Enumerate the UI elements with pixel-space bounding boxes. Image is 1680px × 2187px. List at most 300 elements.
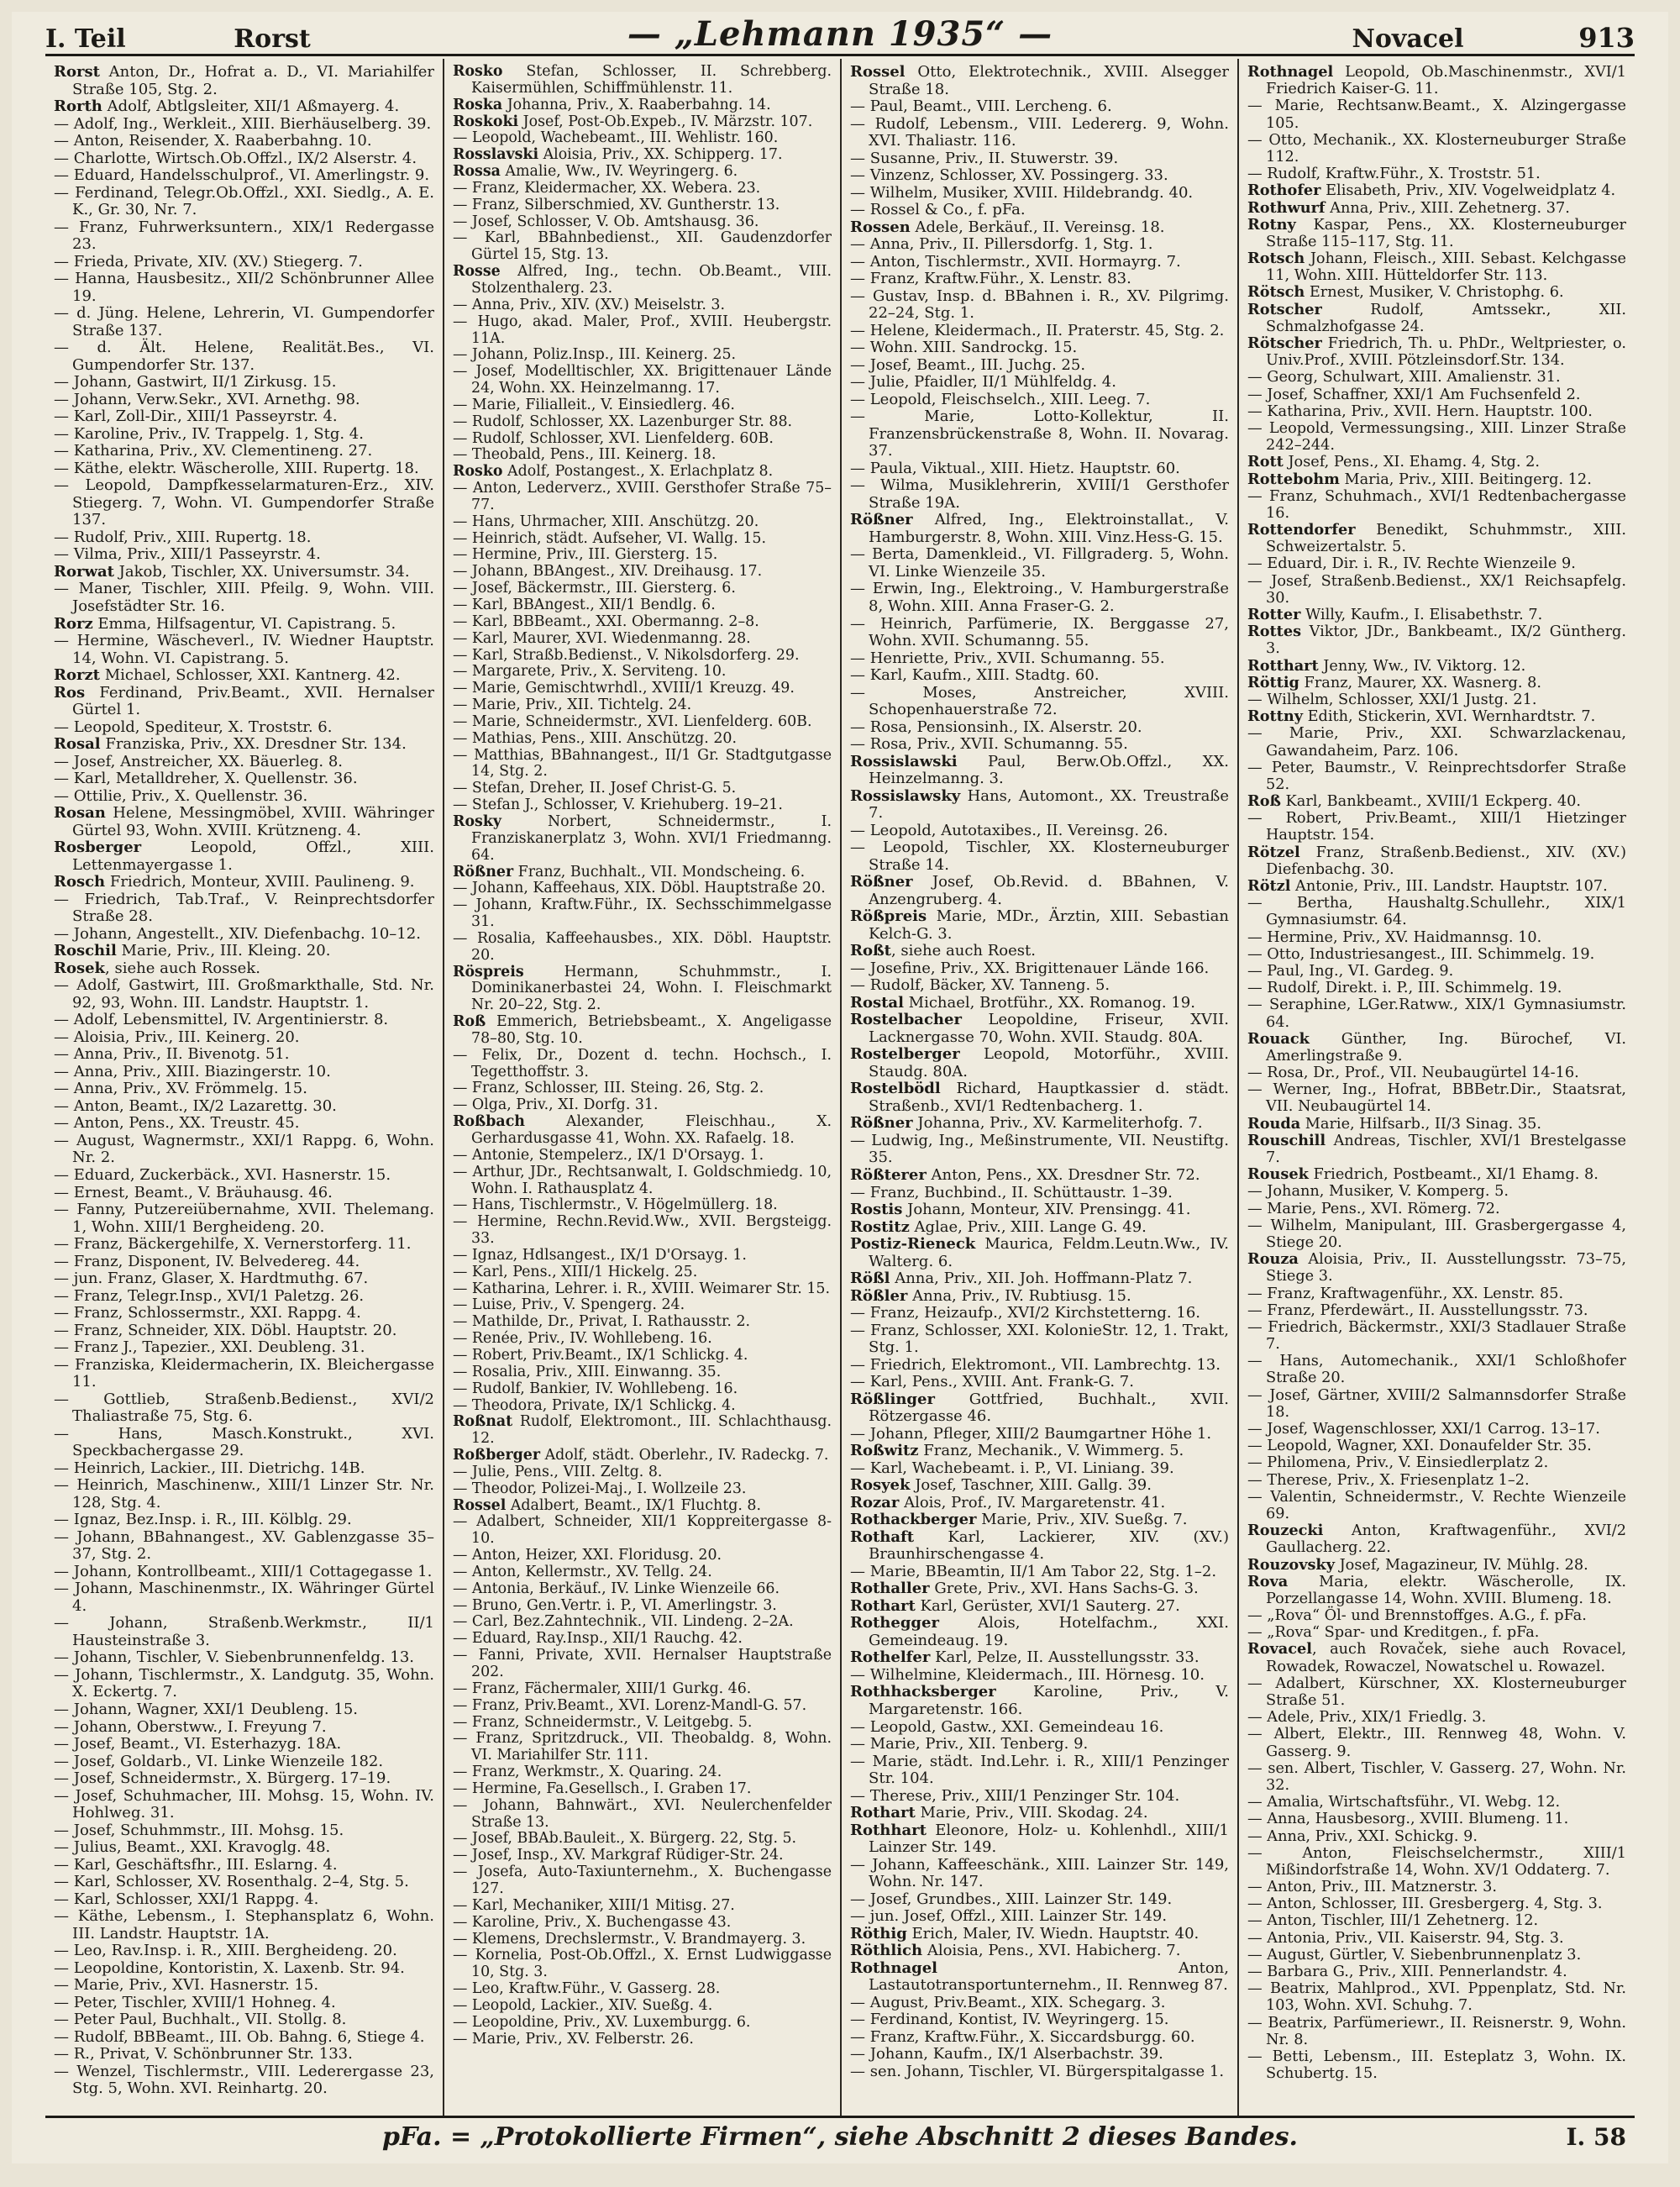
entry-surname: Rötzl (1247, 877, 1291, 895)
directory-entry (1247, 217, 1626, 250)
entry-details: — Josef, Bäckermstr., III. Giersterg. 6. (453, 580, 736, 597)
directory-entry (453, 414, 832, 431)
entry-details: — Erwin, Ing., Elektroing., V. Hamburgerstraße 8, Wohn. XIII. Anna Fraser-G. 2. (850, 580, 1229, 615)
directory-entry (54, 1305, 434, 1322)
entry-details: — Anna, Priv., XV. Frömmelg. 15. (54, 1080, 307, 1098)
entry-surname: Roskoki (453, 113, 519, 130)
entry-details: Josef, Taschner, XIII. Gallg. 39. (910, 1476, 1152, 1495)
entry-details: Benedikt, Schuhmmstr., XIII. Schweizertalstr. 5. (1266, 522, 1626, 556)
entry-surname: Rothnagel (1247, 63, 1334, 81)
directory-entry (453, 114, 832, 131)
directory-entry (850, 357, 1229, 375)
directory-entry (850, 1115, 1229, 1133)
entry-details: — Friedrich, Tab.Traf., V. Reinprechtsdorfer Straße 28. (54, 890, 434, 926)
directory-entry (850, 1080, 1229, 1115)
directory-entry (1247, 488, 1626, 522)
entry-details: — d. Ält. Helene, Realität.Bes., VI. Gumpendorfer Str. 137. (54, 339, 434, 374)
entry-surname: Röthlich (850, 1942, 923, 1960)
directory-entry (1247, 403, 1626, 420)
entry-details: — jun. Franz, Glaser, X. Hardtmuthg. 67. (54, 1270, 369, 1288)
entry-surname: Postiz-Rieneck (850, 1235, 976, 1254)
directory-entry (54, 581, 434, 615)
directory-entry (850, 271, 1229, 288)
directory-entry (850, 1167, 1229, 1185)
directory-entry (453, 1798, 832, 1832)
entry-details: — Franz, Kraftw.Führ., X. Lenstr. 83. (850, 270, 1131, 288)
directory-entry (850, 2029, 1229, 2047)
entry-details: Alfred, Ing., Elektroinstallat., V. Hamburgerstr. 8, Wohn. XIII. Vinz.Hess-G. 15. (869, 511, 1229, 546)
directory-entry (54, 339, 434, 374)
directory-entry (850, 150, 1229, 168)
directory-entry (453, 781, 832, 797)
entry-details: — Marie, städt. Ind.Lehr. i. R., XIII/1 Penzinger Str. 104. (850, 1752, 1229, 1788)
directory-entry (453, 897, 832, 931)
directory-entry (453, 264, 832, 297)
directory-entry (1247, 658, 1626, 675)
entry-details: — Hans, Automechanik., XXI/1 Schloßhofer Straße 20. (1247, 1353, 1626, 1387)
entry-details: Jenny, Ww., IV. Viktorg. 12. (1318, 657, 1526, 675)
entry-surname: Rosek (54, 959, 106, 977)
entry-surname: Rotsch (1247, 250, 1305, 268)
entry-details: — Johann, Musiker, V. Komperg. 5. (1247, 1183, 1509, 1201)
entry-details: — Anton, Reisender, X. Raaberbahng. 10. (54, 132, 372, 150)
entry-details: — Leopold, Fleischselch., XIII. Leeg. 7. (850, 390, 1151, 408)
entry-details: Johann, Fleisch., XIII. Sebast. Kelchgasse 11, Wohn. XIII. Hütteldorfer Str. 113. (1266, 250, 1626, 285)
entry-details: Franz, Buchhalt., VII. Mondscheing. 6. (513, 863, 806, 881)
directory-entry (453, 1314, 832, 1331)
directory-entry (453, 481, 832, 514)
entry-surname: Rouschill (1247, 1131, 1326, 1149)
entry-details: — Rosa, Pensionsinh., IX. Alserstr. 20. (850, 718, 1142, 736)
column-1 (45, 59, 443, 2117)
entry-details: — Marie, Rechtsanw.Beamt., X. Alzingergasse 105. (1247, 97, 1626, 132)
directory-entry (1247, 1302, 1626, 1319)
entry-details: — Bruno, Gen.Vertr. i. P., VI. Amerlingstr. 3. (453, 1596, 777, 1614)
entry-surname: Rouza (1247, 1250, 1299, 1269)
entry-details: — Renée, Priv., IV. Wohllebeng. 16. (453, 1330, 712, 1348)
directory-entry (54, 1770, 434, 1788)
directory-entry (1247, 980, 1626, 996)
directory-entry (850, 460, 1229, 478)
entry-surname: Rostelberger (850, 1045, 960, 1064)
directory-entry (453, 181, 832, 197)
entry-details: Helene, Messingmöbel, XVIII. Währinger Gürtel 93, Wohn. XVIII. Krützneng. 4. (72, 804, 434, 839)
directory-entry (850, 512, 1229, 546)
entry-surname: Rosko (453, 63, 503, 80)
directory-entry (1247, 1709, 1626, 1726)
directory-entry (850, 1908, 1229, 1926)
directory-entry (1247, 471, 1626, 488)
entry-details: Amalie, Ww., IV. Weyringerg. 6. (500, 163, 738, 181)
entry-details: Rudolf, Elektromont., III. Schlachthausg. 12. (471, 1413, 832, 1448)
entry-details: — Leopold, Autotaxibes., II. Vereinsg. 26. (850, 821, 1168, 839)
entry-details: — Anna, Hausbesorg., XVIII. Blumeng. 11. (1247, 1811, 1569, 1828)
entry-details: Karl, Bankbeamt., XVIII/1 Eckperg. 40. (1280, 793, 1582, 811)
directory-entry (54, 788, 434, 806)
entry-details: — Seraphine, LGer.Ratww., XIX/1 Gymnasiumstr. 64. (1247, 996, 1626, 1031)
directory-entry (850, 1719, 1229, 1737)
directory-entry (54, 185, 434, 219)
entry-details: — Franziska, Kleidermacherin, IX. Bleichergasse 11. (54, 1355, 434, 1391)
directory-entry (1247, 708, 1626, 725)
directory-entry (54, 477, 434, 529)
entry-details: — Adele, Priv., XIX/1 Friedlg. 3. (1247, 1709, 1487, 1727)
directory-entry (850, 1960, 1229, 1995)
directory-entry (54, 719, 434, 737)
directory-entry (453, 1848, 832, 1864)
entry-details: — Karl, BBBeamt., XXI. Obermanng. 2–8. (453, 612, 759, 630)
entry-details: Marie, Priv., VIII. Skodag. 24. (915, 1804, 1148, 1822)
directory-entry (453, 1114, 832, 1148)
entry-details: — Rudolf, Schlosser, XX. Lazenburger Str. 88. (453, 413, 793, 430)
entry-details: — Frieda, Private, XIV. (XV.) Stiegerg. 7. (54, 252, 363, 271)
directory-entry (850, 339, 1229, 357)
directory-entry (54, 2063, 434, 2098)
directory-entry (453, 1097, 832, 1114)
directory-entry (54, 943, 434, 960)
directory-entry (54, 685, 434, 719)
entry-details: — Franz, Kraftw.Führ., X. Siccardsburgg. 60. (850, 2027, 1195, 2046)
entry-details: Franz, Mechanik., V. Wimmerg. 5. (918, 1442, 1184, 1460)
directory-entry (453, 714, 832, 731)
directory-entry (1247, 1574, 1626, 1607)
entry-details: — Marie, Filialleit., V. Einsiedlerg. 46. (453, 396, 735, 413)
entry-details: — Hermine, Wäscheverl., IV. Wiedner Hauptstr. 14, Wohn. VI. Capistrang. 5. (54, 632, 434, 667)
entry-details: — Fanny, Putzereiübernahme, XVII. Thelemang. 1, Wohn. XIII/1 Bergheideng. 20. (54, 1201, 434, 1236)
entry-surname: Rott (1247, 453, 1284, 471)
directory-entry (54, 460, 434, 478)
entry-details: — Therese, Priv., XIII/1 Penzinger Str. 104. (850, 1786, 1180, 1805)
entry-details: Ernest, Musiker, V. Christophg. 6. (1305, 284, 1564, 302)
entry-details: — Johann, Poliz.Insp., III. Keinerg. 25. (453, 346, 737, 364)
entry-surname: Rosberger (54, 839, 142, 857)
entry-details: — Wilhelm, Schlosser, XXI/1 Justg. 21. (1247, 691, 1537, 708)
directory-entry (453, 1731, 832, 1764)
directory-entry (850, 167, 1229, 185)
directory-entry (54, 1477, 434, 1511)
entry-details: — Josef, BBAb.Bauleit., X. Bürgerg. 22, Stg. 5. (453, 1830, 797, 1848)
entry-details: — Anton, Pens., XX. Treustr. 45. (54, 1114, 300, 1133)
entry-details: Franz, Straßenb.Bedienst., XIV. (XV.) Diefenbachg. 30. (1266, 844, 1626, 878)
entry-details: Friedrich, Monteur, XVIII. Paulineng. 9. (105, 873, 415, 891)
directory-entry (54, 443, 434, 460)
entry-details: Adolf, städt. Oberlehr., IV. Radeckg. 7. (540, 1447, 829, 1464)
entry-details: — Rossel & Co., f. pFa. (850, 201, 1026, 219)
directory-entry (850, 1598, 1229, 1616)
entry-surname: Rossel (850, 63, 906, 81)
entry-details: — Wohn. XIII. Sandrockg. 15. (850, 339, 1078, 357)
entry-details: — Karl, Schlosser, XXI/1 Rappg. 4. (54, 1890, 319, 1908)
entry-details: , siehe auch Roest. (890, 942, 1036, 960)
entry-details: — Johann, Kraftw.Führ., IX. Sechsschimmelgasse 31. (453, 896, 832, 931)
directory-entry (1247, 1760, 1626, 1794)
directory-entry (54, 1098, 434, 1116)
directory-entry (453, 597, 832, 614)
entry-details: Marie, Hilfsarb., II/3 Sinag. 35. (1300, 1115, 1542, 1133)
entry-details: — Franz, Buchbind., II. Schüttaustr. 1–39. (850, 1183, 1173, 1201)
directory-entry (453, 881, 832, 897)
entry-details: — Hugo, akad. Maler, Prof., XVIII. Heubergstr. 11A. (453, 313, 832, 347)
entry-surname: Rothhacksberger (850, 1683, 996, 1701)
directory-entry (54, 839, 434, 874)
entry-surname: Rossen (850, 218, 911, 236)
directory-entry (54, 2046, 434, 2063)
directory-entry (453, 1381, 832, 1398)
directory-entry (54, 1167, 434, 1185)
directory-entry (54, 1736, 434, 1753)
directory-entry (1247, 929, 1626, 946)
entry-details: Alois, Prof., IV. Margaretenstr. 41. (899, 1493, 1166, 1511)
entry-details: — Eduard, Zuckerbäck., XVI. Hasnerstr. 15. (54, 1166, 391, 1184)
directory-entry (54, 1649, 434, 1667)
entry-surname: Rossislawsky (850, 786, 961, 805)
entry-details: — Heinrich, Lackier., III. Dietrichg. 14B. (54, 1459, 365, 1477)
entry-surname: Rothelfer (850, 1648, 931, 1667)
column-2 (443, 59, 840, 2117)
directory-entry (1247, 166, 1626, 182)
entry-details: Adolf, Abtlgsleiter, XII/1 Aßmayerg. 4. (102, 97, 400, 116)
directory-entry (850, 667, 1229, 685)
entry-details: — Olga, Priv., XI. Dorfg. 31. (453, 1096, 659, 1114)
directory-entry (1247, 1133, 1626, 1166)
entry-details: Elisabeth, Priv., XIV. Vogelweidplatz 4. (1320, 182, 1616, 200)
entry-details: — Josef, Beamt., III. Juchg. 25. (850, 355, 1086, 374)
entry-details: — Käthe, Lebensm., I. Stephansplatz 6, Wohn. III. Landstr. Hauptstr. 1A. (54, 1907, 434, 1943)
entry-details: — Adalbert, Kürschner, XX. Klosterneuburger Straße 51. (1247, 1674, 1626, 1709)
entry-details: — Franz, Spritzdruck., VII. Theobaldg. 8, Wohn. VI. Mariahilfer Str. 111. (453, 1730, 832, 1764)
directory-entry (1247, 1116, 1626, 1133)
directory-entry (1247, 963, 1626, 980)
directory-entry (1247, 675, 1626, 691)
entry-details: — d. Jüng. Helene, Lehrerin, VI. Gumpendorfer Straße 137. (54, 304, 434, 339)
entry-details: — August, Gürtler, V. Siebenbrunnenplatz 3. (1247, 1946, 1582, 1964)
entry-details: — Karoline, Priv., IV. Trappelg. 1, Stg. 4. (54, 424, 364, 443)
directory-entry (54, 150, 434, 168)
entry-details: — Anna, Priv., XXI. Schickg. 9. (1247, 1827, 1478, 1845)
entry-surname: Rothaller (850, 1580, 930, 1598)
directory-entry (1247, 760, 1626, 793)
directory-entry (850, 1133, 1229, 1167)
entry-details: — Josef, Beamt., VI. Esterhazyg. 18A. (54, 1735, 342, 1753)
directory-entry (453, 1864, 832, 1898)
entry-surname: Rossislawski (850, 752, 958, 770)
directory-entry (850, 995, 1229, 1012)
entry-surname: Rottendorfer (1247, 521, 1356, 539)
directory-entry (850, 581, 1229, 615)
entry-details: — Franz, Pferdewärt., II. Ausstellungsstr. 73. (1247, 1301, 1588, 1319)
entry-details: Michael, Brotführ., XX. Romanog. 19. (903, 993, 1195, 1012)
entry-details: — Maner, Tischler, XIII. Pfeilg. 9, Wohn. VIII. Josefstädter Str. 16. (54, 580, 434, 615)
entry-surname: Rostitz (850, 1217, 910, 1236)
entry-details: — Rudolf, Direkt. i. P., III. Schimmelg. 19. (1247, 980, 1562, 997)
entry-details: — Johann, Pfleger, XIII/2 Baumgartner Höhe 1. (850, 1424, 1212, 1443)
directory-entry (1247, 1947, 1626, 1964)
entry-surname: Rößner (850, 873, 913, 891)
right-catchword: Novacel (1352, 24, 1464, 54)
directory-entry (850, 1270, 1229, 1288)
directory-entry (850, 1357, 1229, 1375)
directory-entry (850, 874, 1229, 908)
directory-entry (54, 116, 434, 134)
entry-surname: Rößner (850, 511, 913, 529)
entry-details: Leopold, Ob.Maschinenmstr., XVI/1 Friedrich Kaiser-G. 11. (1266, 64, 1626, 98)
entry-surname: Rovacel (1247, 1640, 1312, 1659)
entry-surname: Rotthart (1247, 656, 1319, 675)
directory-entry (850, 1511, 1229, 1529)
directory-entry (54, 1236, 434, 1254)
entry-surname: Rozar (850, 1493, 900, 1511)
directory-entry (850, 408, 1229, 460)
entry-details: — Beatrix, Parfümeriewr., II. Reisnerstr. 9, Wohn. Nr. 8. (1247, 2014, 1626, 2048)
directory-entry (453, 1581, 832, 1598)
entry-details: — Otto, Mechanik., XX. Klosterneuburger Straße 112. (1247, 131, 1626, 166)
entry-details: — Julius, Beamt., XXI. Kravoglg. 48. (54, 1838, 331, 1857)
directory-entry (453, 147, 832, 164)
entry-details: — Franz, Kraftwagenführ., XX. Lenstr. 85. (1247, 1285, 1564, 1302)
entry-details: — Anton, Tischlermstr., XVII. Hormayrg. 7. (850, 252, 1181, 271)
entry-details: — Leo, Rav.Insp. i. R., XIII. Bergheideng. 20. (54, 1942, 397, 1960)
entry-details: — Luise, Priv., V. Spengerg. 24. (453, 1296, 685, 1314)
entry-details: — Marie, Priv., XVI. Hasnerstr. 15. (54, 1976, 319, 1995)
directory-entry (453, 431, 832, 448)
directory-entry (1247, 1726, 1626, 1759)
entry-details: — Josef, Gärtner, XVIII/2 Salmannsdorfer Straße 18. (1247, 1386, 1626, 1421)
directory-entry (850, 374, 1229, 392)
entry-details: — Hans, Tischlermstr., V. Högelmüllerg. 18. (453, 1196, 778, 1214)
directory-entry (1247, 1557, 1626, 1574)
directory-entry (850, 1736, 1229, 1753)
directory-entry (1247, 1828, 1626, 1845)
entry-details: — Eduard, Handelsschulprof., VI. Amerlingstr. 9. (54, 166, 430, 185)
entry-surname: Rothaft (850, 1527, 915, 1546)
directory-entry (1247, 1081, 1626, 1115)
entry-surname: Roska (453, 96, 503, 113)
entry-details: — „Rova“ Öl- und Brennstoffges. A.G., f. pFa. (1247, 1607, 1587, 1625)
entry-details: — Leopold, Wagner, XXI. Donaufelder Str. 35. (1247, 1438, 1592, 1455)
directory-entry (54, 133, 434, 150)
directory-entry (1247, 1183, 1626, 1200)
directory-entry (850, 116, 1229, 150)
directory-entry (54, 1977, 434, 1995)
entry-details: Michael, Schlosser, XXI. Kantnerg. 42. (99, 666, 401, 685)
directory-entry (453, 797, 832, 814)
entry-details: Franz, Maurer, XX. Wasnerg. 8. (1299, 674, 1541, 691)
directory-entry (54, 1357, 434, 1391)
directory-entry (1247, 1201, 1626, 1217)
entry-details: — Johann, Kontrollbeamt., XIII/1 Cottagegasse 1. (54, 1562, 433, 1580)
page-header (45, 14, 1635, 56)
entry-details: Karl, Gerüster, XVI/1 Sauterg. 27. (915, 1596, 1180, 1615)
directory-entry (1247, 1489, 1626, 1522)
entry-details: — Karl, Kaufm., XIII. Stadtg. 60. (850, 666, 1100, 685)
entry-details: Erich, Maler, IV. Wiedn. Hauptstr. 40. (906, 1924, 1200, 1943)
entry-details: Friedrich, Postbeamt., XI/1 Ehamg. 8. (1308, 1166, 1599, 1184)
entry-surname: Rotter (1247, 606, 1301, 623)
directory-entry (850, 254, 1229, 271)
entry-details: — Johann, Wagner, XXI/1 Deubleng. 15. (54, 1700, 359, 1718)
entry-details: — Marie, Priv., XII. Tichtelg. 24. (453, 697, 692, 714)
entry-details: Josef, Magazineur, IV. Mühlg. 28. (1334, 1556, 1588, 1574)
entry-details: — Franz, Fächermaler, XIII/1 Gurkg. 46. (453, 1680, 752, 1697)
entry-details: — Karl, Zoll-Dir., XIII/1 Passeyrstr. 4. (54, 407, 338, 426)
directory-entry (1247, 369, 1626, 386)
directory-entry (453, 1248, 832, 1264)
entry-details: — Josef, Grundbes., XIII. Lainzer Str. 149. (850, 1890, 1173, 1908)
entry-details: — Heinrich, städt. Aufseher, VI. Wallg. 15. (453, 529, 767, 547)
entry-details: — Marie, Priv., XV. Felberstr. 26. (453, 2030, 694, 2048)
entry-details: — Bertha, Haushaltg.Schullehr., XIX/1 Gymnasiumstr. 64. (1247, 895, 1626, 929)
entry-surname: Rothart (850, 1596, 916, 1615)
entry-details: — Gustav, Insp. d. BBahnen i. R., XV. Pilgrimg. 22–24, Stg. 1. (850, 287, 1229, 323)
entry-details: Josef, Pens., XI. Ehamg. 4, Stg. 2. (1283, 454, 1540, 471)
entry-details: — Anna, Priv., XIII. Biazingerstr. 10. (54, 1062, 331, 1080)
entry-details: Adele, Berkäuf., II. Vereinsg. 18. (910, 218, 1165, 236)
entry-details: — Karl, Schlosser, XV. Rosenthalg. 2–4, Stg. 5. (54, 1873, 409, 1891)
directory-entry (850, 1805, 1229, 1822)
entry-details: Anton, Dr., Hofrat a. D., VI. Mariahilfer Straße 105, Stg. 2. (72, 63, 434, 98)
directory-entry (453, 1448, 832, 1464)
entry-surname: Röspreis (453, 963, 524, 980)
directory-entry (453, 531, 832, 548)
directory-entry (453, 1932, 832, 1948)
directory-entry (453, 697, 832, 714)
entry-details: Karl, Lackierer, XIV. (XV.) Braunhirschengasse 4. (869, 1527, 1229, 1564)
directory-entry (850, 1288, 1229, 1306)
entry-details: — Anton, Tischler, III/1 Zehetnerg. 12. (1247, 1912, 1539, 1930)
directory-entry (54, 1133, 434, 1167)
entry-details: Adolf, Postangest., X. Erlachplatz 8. (502, 463, 774, 481)
directory-entry (453, 614, 832, 631)
entry-details: — Eduard, Dir. i. R., IV. Rechte Wienzeile 9. (1247, 555, 1576, 573)
entry-surname: Rößlinger (850, 1390, 935, 1408)
directory-entry (54, 667, 434, 685)
directory-entry (1247, 1930, 1626, 1947)
directory-entry (453, 814, 832, 865)
entry-surname: Rößner (453, 863, 514, 881)
directory-entry (1247, 1166, 1626, 1183)
directory-entry (54, 805, 434, 839)
directory-entry (850, 788, 1229, 823)
directory-entry (453, 314, 832, 348)
entry-details: Maurica, Feldm.Leutn.Ww., IV. Walterg. 6. (869, 1235, 1229, 1270)
entry-details: — Stefan J., Schlosser, V. Kriehuberg. 19–21. (453, 796, 783, 814)
entry-details: — Leopoldine, Priv., XV. Luxemburgg. 6. (453, 2013, 751, 2031)
entry-details: Kaspar, Pens., XX. Klosterneuburger Straße 115–117, Stg. 11. (1266, 216, 1626, 250)
directory-entry (453, 1764, 832, 1781)
entry-details: — Johann, Kaffeeschänk., XIII. Lainzer Str. 149, Wohn. Nr. 147. (850, 1855, 1229, 1891)
directory-entry (54, 1080, 434, 1098)
directory-entry (453, 514, 832, 531)
entry-details: — Marie, Gemischtwrhdl., XVIII/1 Kreuzg. 49. (453, 680, 795, 697)
directory-entry (453, 1631, 832, 1648)
directory-entry (453, 1197, 832, 1214)
directory-entry (453, 2015, 832, 2032)
entry-details: Anton, Pens., XX. Dresdner Str. 72. (926, 1166, 1200, 1184)
directory-entry (453, 1981, 832, 1998)
directory-entry (453, 648, 832, 665)
entry-details: — Josef, Schuhmmstr., III. Mohsg. 15. (54, 1821, 344, 1839)
entry-details: — Johann, BBAngest., XIV. Dreihausg. 17. (453, 563, 763, 581)
entry-details: — Antonia, Berkäuf., IV. Linke Wienzeile 66. (453, 1580, 780, 1597)
entry-details: — Josef, Schuhmacher, III. Mohsg. 15, Wohn. IV. Hohlweg. 31. (54, 1786, 434, 1822)
entry-details: — Wilhelm, Manipulant, III. Grasbergergasse 4, Stiege 20. (1247, 1217, 1626, 1251)
directory-entry (850, 1185, 1229, 1202)
directory-entry (1247, 1472, 1626, 1489)
directory-entry (453, 297, 832, 314)
directory-entry (453, 1297, 832, 1314)
directory-entry (1247, 522, 1626, 555)
directory-entry (1247, 623, 1626, 657)
